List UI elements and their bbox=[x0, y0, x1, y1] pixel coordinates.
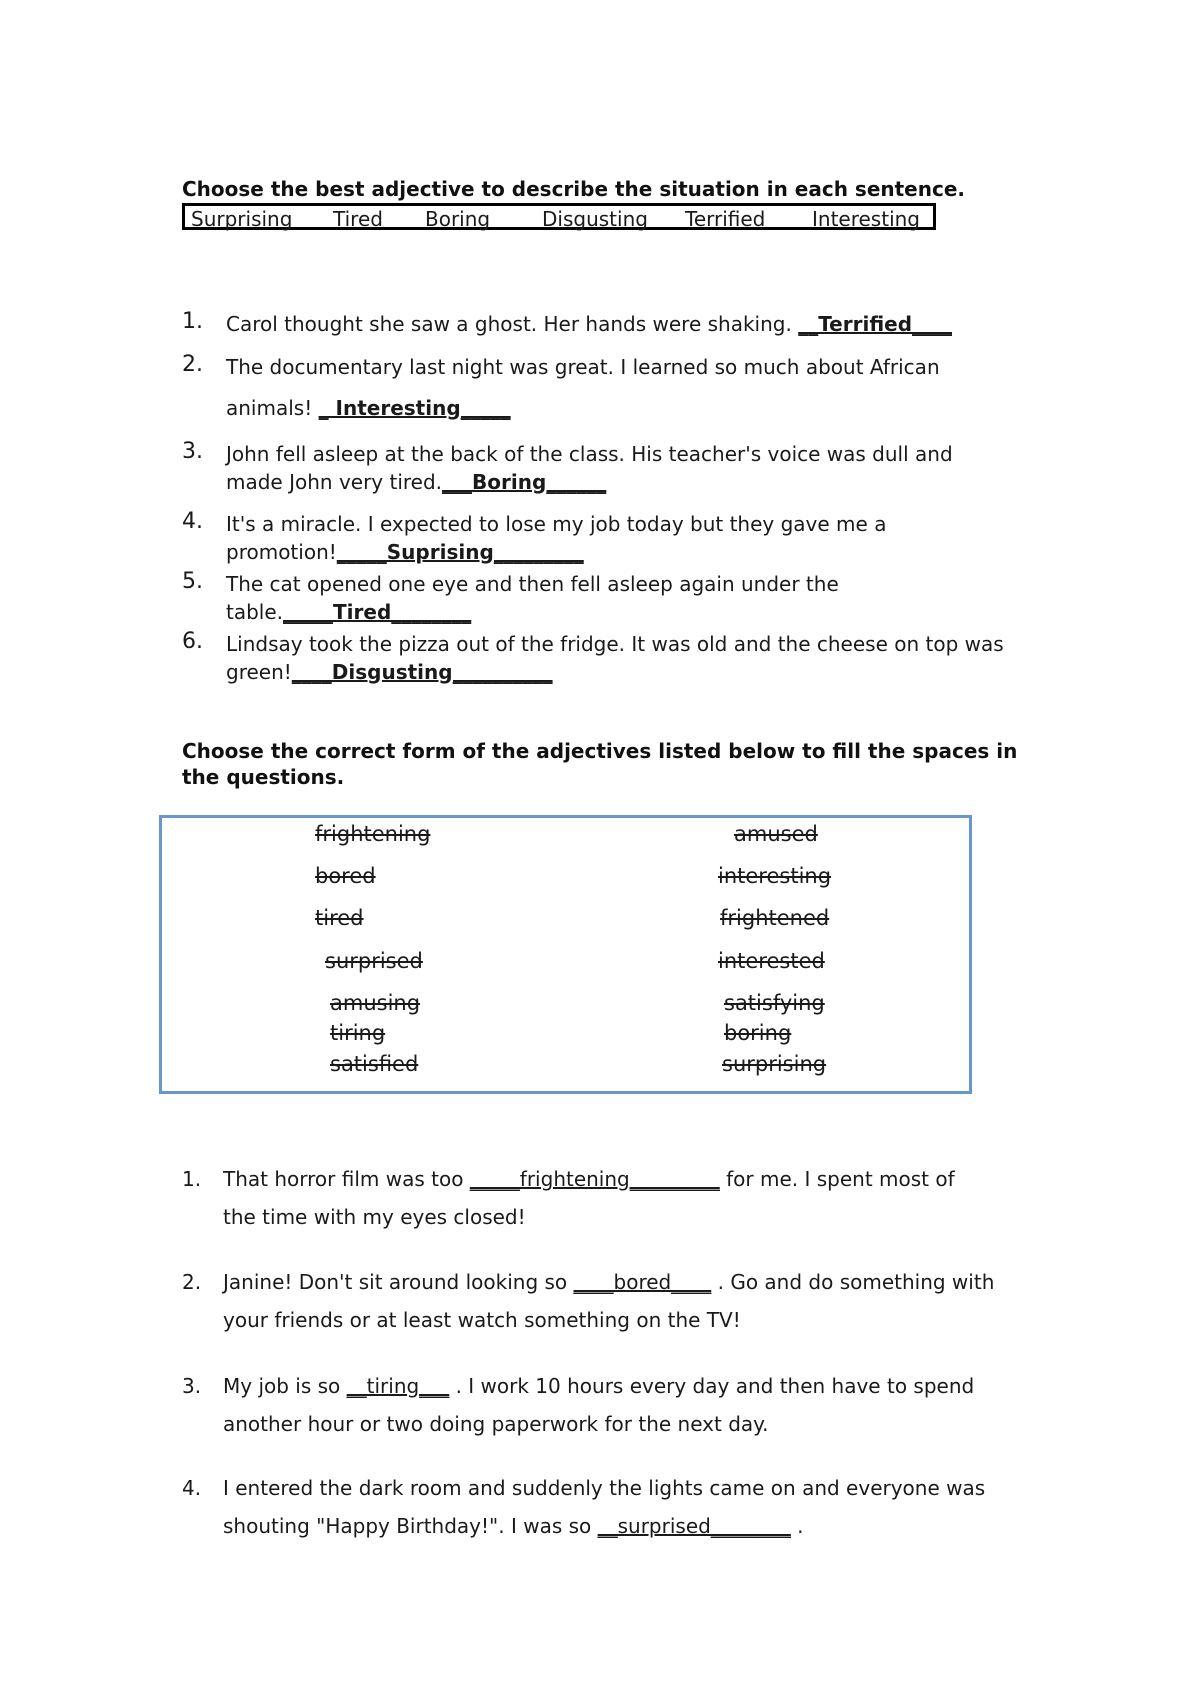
question-text bbox=[223, 1374, 974, 1398]
question-line: green! bbox=[226, 660, 292, 684]
crossed-word: tiring bbox=[330, 1021, 386, 1045]
answer-text: _ Interesting_____ bbox=[318, 396, 511, 420]
question-number: 2. bbox=[182, 1270, 202, 1294]
adjective-list-box bbox=[159, 815, 972, 1094]
answer-text: _____Tired________ bbox=[283, 600, 472, 624]
question-line: Janine! Don't sit around looking so bbox=[223, 1270, 574, 1294]
question-text bbox=[223, 1514, 804, 1538]
crossed-word: frightening bbox=[315, 822, 431, 846]
question-line: . bbox=[790, 1514, 804, 1538]
answer-text: _____Suprising_________ bbox=[336, 540, 584, 564]
question-line: My job is so bbox=[223, 1374, 347, 1398]
section2-instruction: Choose the correct form of the adjectives listed below to fill the spaces in bbox=[182, 739, 1018, 763]
question-text bbox=[223, 1167, 955, 1191]
question-text bbox=[226, 600, 471, 624]
crossed-word: surprising bbox=[722, 1052, 827, 1076]
crossed-word: satisfied bbox=[330, 1052, 419, 1076]
crossed-word: interested bbox=[718, 949, 825, 973]
question-text bbox=[226, 470, 606, 494]
section1-instruction: Choose the best adjective to describe the situation in each sentence. bbox=[182, 177, 965, 201]
crossed-word: surprised bbox=[325, 949, 423, 973]
answer-text: ___Boring______ bbox=[442, 470, 607, 494]
question-line: the time with my eyes closed! bbox=[223, 1205, 526, 1229]
question-text bbox=[226, 540, 584, 564]
question-line: made John very tired. bbox=[226, 470, 443, 494]
question-number: 2. bbox=[182, 352, 203, 377]
word-bank-box bbox=[182, 203, 936, 230]
question-number: 1. bbox=[182, 1167, 202, 1191]
answer-text: _____frightening_________ bbox=[469, 1167, 720, 1191]
question-text bbox=[226, 396, 511, 420]
question-line: . Go and do something with bbox=[711, 1270, 995, 1294]
word-bank-item: Tired bbox=[333, 207, 383, 231]
crossed-word: amused bbox=[734, 822, 818, 846]
word-bank-item: Interesting bbox=[812, 207, 920, 231]
answer-text: __surprised________ bbox=[597, 1514, 791, 1538]
question-number: 1. bbox=[182, 309, 203, 334]
question-line: It's a miracle. I expected to lose my job today but they gave me a bbox=[226, 512, 887, 536]
question-line: The cat opened one eye and then fell asleep again under the bbox=[226, 572, 839, 596]
question-line: promotion! bbox=[226, 540, 337, 564]
crossed-word: satisfying bbox=[724, 991, 825, 1015]
answer-text: ____bored____ bbox=[573, 1270, 712, 1294]
answer-text: __tiring___ bbox=[346, 1374, 450, 1398]
question-number: 6. bbox=[182, 629, 203, 654]
question-number: 4. bbox=[182, 509, 203, 534]
question-line: John fell asleep at the back of the class. His teacher's voice was dull and bbox=[226, 442, 953, 466]
crossed-word: tired bbox=[315, 906, 364, 930]
question-line: your friends or at least watch something on the TV! bbox=[223, 1308, 741, 1332]
crossed-word: amusing bbox=[330, 991, 421, 1015]
question-number: 3. bbox=[182, 1374, 202, 1398]
word-bank-item: Boring bbox=[425, 207, 491, 231]
question-number: 4. bbox=[182, 1476, 202, 1500]
question-line: The documentary last night was great. I learned so much about African bbox=[226, 355, 940, 379]
word-bank-item: Terrified bbox=[685, 207, 766, 231]
crossed-word: boring bbox=[724, 1021, 792, 1045]
question-line: for me. I spent most of bbox=[719, 1167, 955, 1191]
question-line: table. bbox=[226, 600, 284, 624]
question-line: another hour or two doing paperwork for the next day. bbox=[223, 1412, 769, 1436]
section2-instruction: the questions. bbox=[182, 765, 345, 789]
crossed-word: bored bbox=[315, 864, 376, 888]
question-line: animals! bbox=[226, 396, 319, 420]
word-bank-item: Surprising bbox=[191, 207, 293, 231]
question-number: 5. bbox=[182, 569, 203, 594]
crossed-word: frightened bbox=[720, 906, 830, 930]
question-text bbox=[223, 1270, 994, 1294]
crossed-word: interesting bbox=[718, 864, 832, 888]
question-line: That horror film was too bbox=[223, 1167, 470, 1191]
question-line: Lindsay took the pizza out of the fridge. It was old and the cheese on top was bbox=[226, 632, 1004, 656]
question-line: Carol thought she saw a ghost. Her hands were shaking. bbox=[226, 312, 799, 336]
question-text bbox=[226, 312, 952, 336]
answer-text: __Terrified____ bbox=[798, 312, 953, 336]
question-line: shouting "Happy Birthday!". I was so bbox=[223, 1514, 598, 1538]
question-line: . I work 10 hours every day and then have to spend bbox=[449, 1374, 975, 1398]
question-number: 3. bbox=[182, 439, 203, 464]
question-text bbox=[226, 660, 553, 684]
answer-text: ____Disgusting__________ bbox=[291, 660, 553, 684]
word-bank-item: Disgusting bbox=[542, 207, 648, 231]
question-line: I entered the dark room and suddenly the lights came on and everyone was bbox=[223, 1476, 986, 1500]
